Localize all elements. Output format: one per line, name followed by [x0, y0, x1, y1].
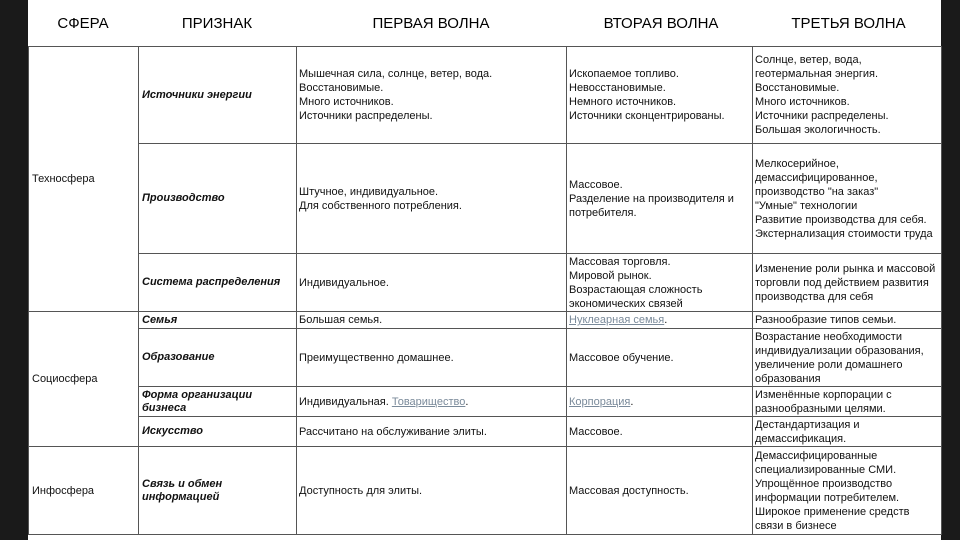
second-wave-cell: Нуклеарная семья.	[567, 312, 753, 329]
first-wave-cell: Доступность для элиты.	[297, 447, 567, 535]
first-wave-cell: Мышечная сила, солнце, ветер, вода. Восстановимые. Много источников. Источники распределены.	[297, 47, 567, 144]
sphere-techno: Техносфера	[29, 47, 139, 312]
table-row	[29, 447, 942, 535]
first-wave-cell: Преимущественно домашнее.	[297, 329, 567, 387]
sign-cell: Семья	[139, 312, 297, 329]
header-first-wave: ПЕРВАЯ ВОЛНА	[372, 14, 490, 32]
table-row	[29, 387, 942, 417]
first-wave-cell: Рассчитано на обслуживание элиты.	[297, 417, 567, 447]
sign-cell: Форма организации бизнеса	[139, 387, 297, 417]
header-sphere: СФЕРА	[57, 14, 109, 32]
nuclear-family-link[interactable]: Нуклеарная семья	[569, 314, 665, 326]
header-second-wave: ВТОРАЯ ВОЛНА	[603, 14, 719, 32]
third-wave-cell: Возрастание необходимости индивидуализации образования, увеличение роли домашнего образования	[753, 329, 942, 387]
sphere-socio: Социосфера	[29, 312, 139, 447]
third-wave-cell: Изменённые корпорации с разнообразными целями.	[753, 387, 942, 417]
slide-page	[28, 0, 941, 540]
sign-cell: Производство	[139, 144, 297, 254]
sign-cell: Образование	[139, 329, 297, 387]
sign-cell: Искусство	[139, 417, 297, 447]
third-wave-cell: Дестандартизация и демассификация.	[753, 417, 942, 447]
sign-cell: Система распределения	[139, 254, 297, 312]
header-third-wave: ТРЕТЬЯ ВОЛНА	[791, 14, 906, 32]
third-wave-cell: Мелкосерийное, демассифицированное, производство "на заказ" "Умные" технологии Развитие производства для себя. Экстернализация стоимости труда	[753, 144, 942, 254]
table-row	[29, 47, 942, 144]
third-wave-cell: Разнообразие типов семьи.	[753, 312, 942, 329]
third-wave-cell: Изменение роли рынка и массовой торговли под действием развития производства для себя	[753, 254, 942, 312]
first-wave-cell: Индивидуальное.	[297, 254, 567, 312]
sign-cell: Источники энергии	[139, 47, 297, 144]
table-header	[28, 0, 941, 46]
second-wave-cell: Ископаемое топливо. Невосстановимые. Немного источников. Источники сконцентрированы.	[567, 47, 753, 144]
corporation-link[interactable]: Корпорация	[569, 395, 631, 408]
first-wave-cell: Большая семья.	[297, 312, 567, 329]
second-wave-cell: Корпорация.	[567, 387, 753, 417]
waves-table	[28, 46, 942, 535]
second-wave-cell: Массовая торговля. Мировой рынок. Возрастающая сложность экономических связей	[567, 254, 753, 312]
table-row	[29, 144, 942, 254]
first-wave-cell: Штучное, индивидуальное. Для собственного потребления.	[297, 144, 567, 254]
table-row	[29, 417, 942, 447]
sign-cell: Связь и обмен информацией	[139, 447, 297, 535]
second-wave-cell: Массовая доступность.	[567, 447, 753, 535]
second-wave-cell: Массовое.	[567, 417, 753, 447]
table-row	[29, 312, 942, 329]
second-wave-cell: Массовое обучение.	[567, 329, 753, 387]
third-wave-cell: Демассифицированные специализированные СМИ. Упрощённое производство информации потребителем. Широкое применение средств связи в бизнесе	[753, 447, 942, 535]
first-wave-cell: Индивидуальная. Товарищество.	[297, 387, 567, 417]
table-row	[29, 329, 942, 387]
partnership-link[interactable]: Товарищество	[391, 395, 466, 408]
table-row	[29, 254, 942, 312]
sphere-info: Инфосфера	[29, 447, 139, 535]
third-wave-cell: Солнце, ветер, вода, геотермальная энергия. Восстановимые. Много источников. Источники распределены. Большая экологичность.	[753, 47, 942, 144]
second-wave-cell: Массовое. Разделение на производителя и потребителя.	[567, 144, 753, 254]
header-sign: ПРИЗНАК	[181, 14, 253, 32]
